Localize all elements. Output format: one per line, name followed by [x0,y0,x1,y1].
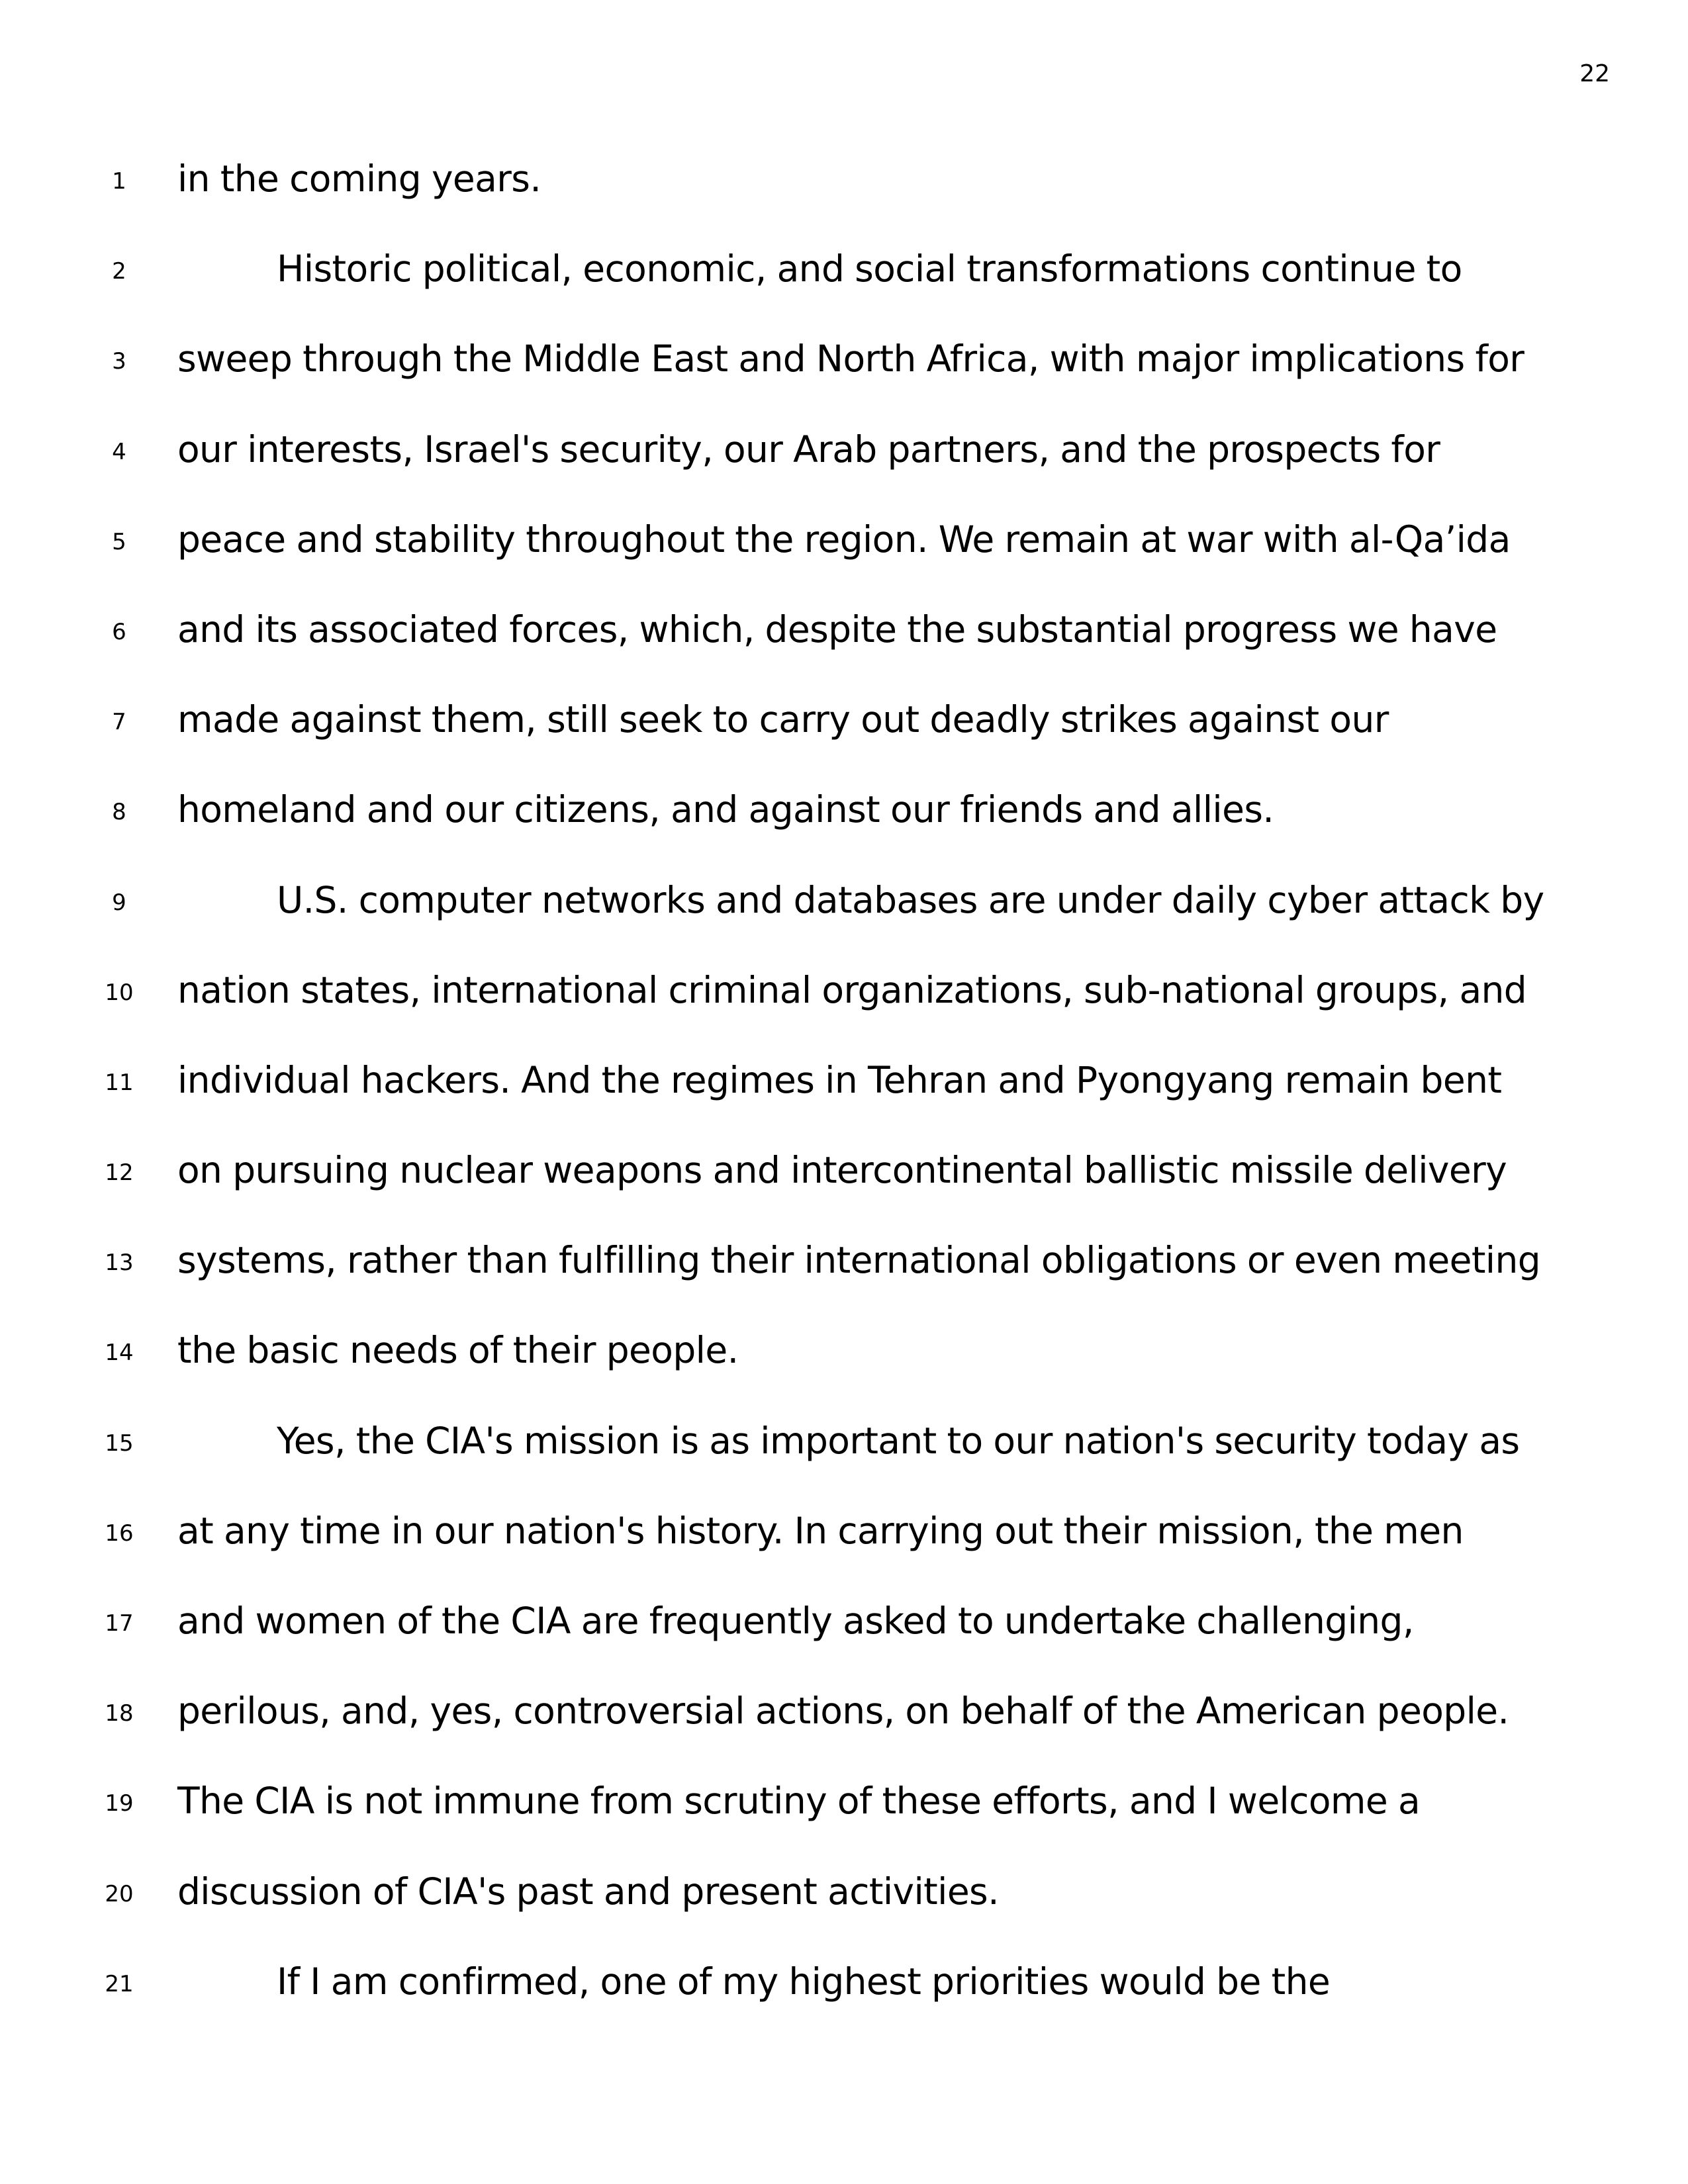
text-line [0,327,1688,417]
line-text: and women of the CIA are frequently asked to undertake challenging, [177,1600,1414,1642]
line-text: and its associated forces, which, despite the substantial progress we have [177,608,1497,651]
text-line [0,868,1688,958]
line-text: If I am confirmed, one of my highest priorities would be the [277,1960,1331,2003]
line-number: 7 [112,709,126,736]
line-text: the basic needs of their people. [177,1329,739,1372]
line-number: 2 [112,258,126,285]
line-text: systems, rather than fulfilling their international obligations or even meeting [177,1239,1541,1282]
line-number: 18 [105,1700,134,1727]
text-line [0,1138,1688,1228]
line-text: peace and stability throughout the region. We remain at war with al-Qa’ida [177,518,1511,561]
line-text: our interests, Israel's security, our Arab partners, and the prospects for [177,428,1440,471]
text-line [0,1409,1688,1499]
line-number: 12 [105,1160,134,1187]
line-number: 15 [105,1430,134,1457]
text-line [0,1318,1688,1408]
line-number: 16 [105,1520,134,1547]
line-number: 6 [112,618,126,645]
line-number: 1 [112,168,126,195]
line-text: U.S. computer networks and databases are under daily cyber attack by [277,878,1544,921]
text-line [0,1769,1688,1859]
line-text: homeland and our citizens, and against our friends and allies. [177,788,1274,831]
text-line [0,1048,1688,1138]
text-line [0,1589,1688,1679]
text-line [0,1228,1688,1318]
line-number: 3 [112,348,126,375]
line-number: 20 [105,1880,134,1907]
text-line [0,598,1688,688]
text-line [0,1679,1688,1769]
line-text: made against them, still seek to carry out deadly strikes against our [177,698,1389,741]
numbered-text-body [0,147,1688,2040]
line-text: on pursuing nuclear weapons and intercontinental ballistic missile delivery [177,1149,1507,1192]
text-line [0,1950,1688,2040]
page-number: 22 [1579,60,1610,87]
line-number: 4 [112,438,126,465]
line-number: 21 [105,1970,134,1997]
text-line [0,508,1688,598]
text-line [0,418,1688,508]
line-text: The CIA is not immune from scrutiny of these efforts, and I welcome a [177,1780,1421,1823]
line-text: in the coming years. [177,158,541,200]
line-text: sweep through the Middle East and North Africa, with major implications for [177,338,1524,381]
line-number: 14 [105,1340,134,1367]
line-text: discussion of CIA's past and present activities. [177,1870,999,1913]
line-number: 13 [105,1250,134,1277]
text-line [0,147,1688,237]
text-line [0,1499,1688,1589]
text-line [0,958,1688,1048]
text-line [0,1860,1688,1950]
line-number: 8 [112,799,126,826]
text-line [0,688,1688,778]
line-number: 19 [105,1790,134,1817]
line-text: at any time in our nation's history. In carrying out their mission, the men [177,1509,1464,1552]
line-number: 9 [112,889,126,916]
line-text: perilous, and, yes, controversial actions, on behalf of the American people. [177,1690,1509,1733]
line-text: individual hackers. And the regimes in Tehran and Pyongyang remain bent [177,1058,1502,1101]
line-number: 10 [105,979,134,1006]
line-text: Historic political, economic, and social transformations continue to [277,248,1462,291]
text-line [0,237,1688,327]
line-number: 11 [105,1069,134,1096]
line-text: Yes, the CIA's mission is as important to our nation's security today as [277,1419,1520,1462]
line-text: nation states, international criminal organizations, sub-national groups, and [177,968,1527,1011]
line-number: 17 [105,1610,134,1637]
text-line [0,778,1688,868]
line-number: 5 [112,528,126,555]
